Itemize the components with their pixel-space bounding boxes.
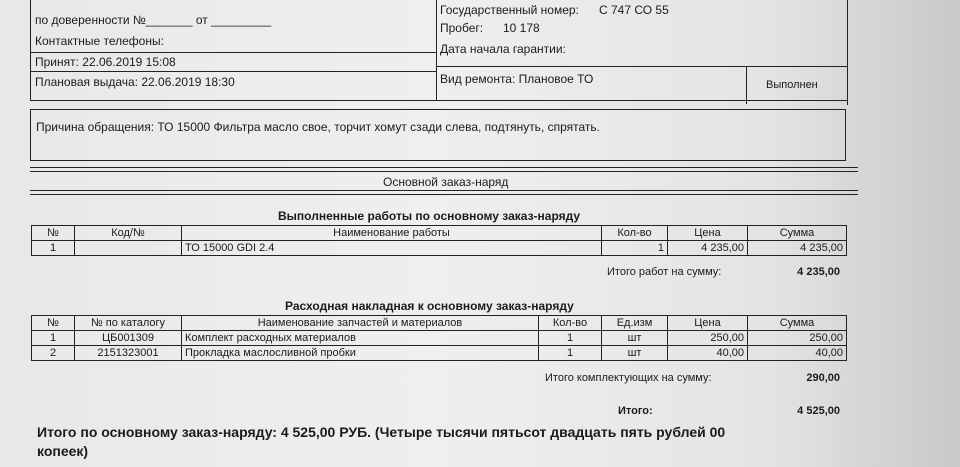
col-price: Цена <box>668 316 748 331</box>
cell-qty: 1 <box>602 241 668 256</box>
col-work-name: Наименование работы <box>182 226 602 241</box>
header-line-2 <box>30 71 436 72</box>
cell-number: 1 <box>32 331 75 346</box>
col-number: № <box>32 316 75 331</box>
grand-total-value: 4 525,00 <box>797 405 840 417</box>
cell-sum: 250,00 <box>748 331 847 346</box>
cell-number: 1 <box>32 241 75 256</box>
cell-number: 2 <box>32 346 75 361</box>
works-header-row <box>32 226 847 241</box>
works-title: Выполненные работы по основному заказ-наряду <box>278 209 581 223</box>
cell-catalog-number: 2151323001 <box>75 346 182 361</box>
cell-price: 4 235,00 <box>668 241 748 256</box>
cell-unit: шт <box>602 346 668 361</box>
mileage-value: 10 178 <box>503 21 540 35</box>
status-divider <box>746 66 747 104</box>
header-bottom <box>30 100 847 101</box>
title-rule-bottom <box>30 190 858 191</box>
parts-title: Расходная накладная к основному заказ-наряду <box>285 299 574 313</box>
cell-work-name: ТО 15000 GDI 2.4 <box>182 241 602 256</box>
status-badge: Выполнен <box>766 79 818 91</box>
parts-total-label: Итого комплектующих на сумму: <box>545 372 712 384</box>
cell-part-name: Комплект расходных материалов <box>182 331 539 346</box>
table-row <box>32 241 847 256</box>
cell-qty: 1 <box>539 346 602 361</box>
col-number: № <box>32 226 75 241</box>
title-rule-top2 <box>30 171 858 172</box>
title-rule-bottom2 <box>30 194 858 195</box>
cell-catalog-number: ЦБ001309 <box>75 331 182 346</box>
warranty-start: Дата начала гарантии: <box>440 42 566 56</box>
table-row <box>32 331 847 346</box>
title-rule-top <box>30 167 858 168</box>
col-code: Код/№ <box>75 226 182 241</box>
cell-sum: 4 235,00 <box>748 241 847 256</box>
table-row <box>32 346 847 361</box>
col-unit: Ед.изм <box>602 316 668 331</box>
parts-table <box>31 315 847 361</box>
planned-delivery: Плановая выдача: 22.06.2019 18:30 <box>35 75 235 89</box>
header-line-1 <box>30 52 436 53</box>
cell-code <box>75 241 182 256</box>
parts-total-value: 290,00 <box>806 372 840 384</box>
header-divider <box>436 0 437 100</box>
header-left-border <box>30 0 31 100</box>
reason-box <box>30 109 846 161</box>
repair-type: Вид ремонта: Плановое ТО <box>440 72 594 86</box>
cell-part-name: Прокладка маслосливной пробки <box>182 346 539 361</box>
contact-phones: Контактные телефоны: <box>35 34 164 48</box>
power-of-attorney: по доверенности №_______ от _________ <box>35 13 272 27</box>
header-right-border <box>847 0 848 105</box>
parts-header-row <box>32 316 847 331</box>
col-part-name: Наименование запчастей и материалов <box>182 316 539 331</box>
col-qty: Кол-во <box>602 226 668 241</box>
col-catalog-number: № по каталогу <box>75 316 182 331</box>
col-sum: Сумма <box>748 226 847 241</box>
works-table <box>31 225 847 256</box>
summary-line-2: копеек) <box>37 443 89 459</box>
cell-qty: 1 <box>539 331 602 346</box>
order-title: Основной заказ-наряд <box>383 175 509 189</box>
cell-sum: 40,00 <box>748 346 847 361</box>
grand-total-label: Итого: <box>618 405 653 417</box>
accepted-date: Принят: 22.06.2019 15:08 <box>35 55 176 69</box>
reason-text: Причина обращения: ТО 15000 Фильтра масло свое, торчит хомут сзади слева, подтянуть, спрятать. <box>36 120 600 134</box>
col-qty: Кол-во <box>539 316 602 331</box>
cell-unit: шт <box>602 331 668 346</box>
plate-value: С 747 СО 55 <box>599 3 669 17</box>
works-total-label: Итого работ на сумму: <box>607 266 722 278</box>
works-total-value: 4 235,00 <box>797 266 840 278</box>
header-line-3 <box>436 66 847 67</box>
mileage-label: Пробег: <box>440 21 484 35</box>
summary-line-1: Итого по основному заказ-наряду: 4 525,00 РУБ. (Четыре тысячи пятьсот двадцать пять рублей 00 <box>37 424 726 440</box>
col-price: Цена <box>668 226 748 241</box>
cell-price: 250,00 <box>668 331 748 346</box>
cell-price: 40,00 <box>668 346 748 361</box>
col-sum: Сумма <box>748 316 847 331</box>
plate-label: Государственный номер: <box>440 3 579 17</box>
